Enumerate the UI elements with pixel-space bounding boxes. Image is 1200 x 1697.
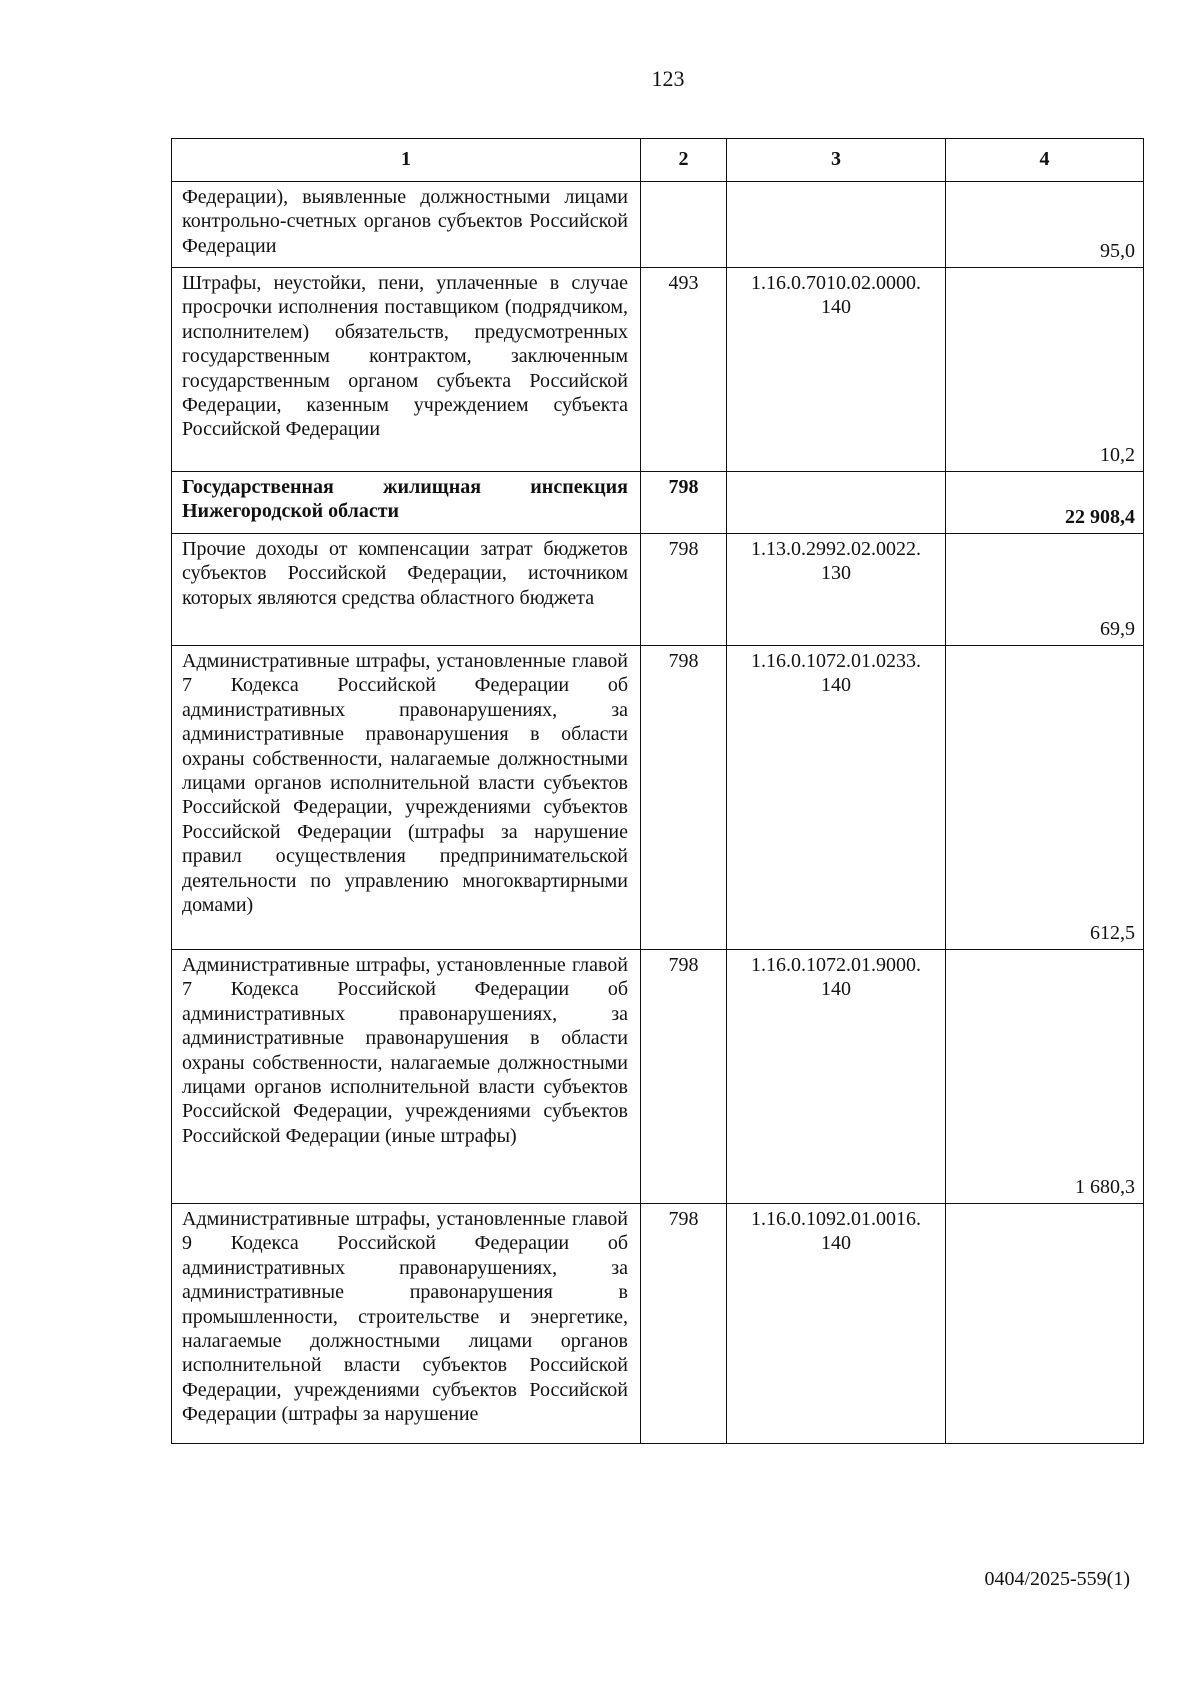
table-row — [172, 1204, 1144, 1444]
row-budget-code: 1.16.0.1092.01.0016. 140 — [727, 1204, 946, 1444]
row-budget-code: 1.13.0.2992.02.0022. 130 — [727, 534, 946, 646]
column-header-2: 2 — [641, 139, 727, 182]
column-header-1: 1 — [172, 139, 641, 182]
column-header-4: 4 — [946, 139, 1144, 182]
row-budget-code: 1.16.0.7010.02.0000. 140 — [727, 268, 946, 472]
row-admin-code: 798 — [641, 1204, 727, 1444]
row-admin-code: 493 — [641, 268, 727, 472]
table-row — [172, 268, 1144, 472]
row-admin-code: 798 — [641, 950, 727, 1204]
header-row — [172, 139, 1144, 182]
row-budget-code: 1.16.0.1072.01.0233. 140 — [727, 646, 946, 950]
row-amount: 612,5 — [946, 646, 1144, 950]
table-row — [172, 472, 1144, 534]
row-description: Федерации), выявленные должностными лицами контрольно-счетных органов субъектов Российской Федерации — [172, 182, 641, 268]
row-admin-code: 798 — [641, 534, 727, 646]
row-budget-code: 1.16.0.1072.01.9000. 140 — [727, 950, 946, 1204]
column-header-3: 3 — [727, 139, 946, 182]
row-amount: 69,9 — [946, 534, 1144, 646]
row-description: Административные штрафы, установленные главой 9 Кодекса Российской Федерации об административных правонарушениях, за административные правонарушения в промышленности, строительстве и энергетике, налагаемые должностными лицами органов исполнительной власти субъектов Российской Федерации, учреждениями субъектов Российской Федерации (штрафы за нарушение — [172, 1204, 641, 1444]
row-admin-code: 798 — [641, 646, 727, 950]
row-amount: 1 680,3 — [946, 950, 1144, 1204]
row-description: Государственная жилищная инспекция Нижегородской области — [172, 472, 641, 534]
document-id: 0404/2025-559(1) — [984, 1568, 1130, 1590]
row-description: Прочие доходы от компенсации затрат бюджетов субъектов Российской Федерации, источником которых являются средства областного бюджета — [172, 534, 641, 646]
row-amount: 95,0 — [946, 182, 1144, 268]
page-number: 123 — [651, 66, 685, 91]
table-row — [172, 950, 1144, 1204]
row-amount — [946, 1204, 1144, 1444]
row-description: Административные штрафы, установленные главой 7 Кодекса Российской Федерации об административных правонарушениях, за административные правонарушения в области охраны собственности, налагаемые должностными лицами органов исполнительной власти субъектов Российской Федерации, учреждениями субъектов Российской Федерации (штрафы за нарушение правил осуществления предпринимательской деятельности по управлению многоквартирными домами) — [172, 646, 641, 950]
row-description: Административные штрафы, установленные главой 7 Кодекса Российской Федерации об административных правонарушениях, за административные правонарушения в области охраны собственности, налагаемые должностными лицами органов исполнительной власти субъектов Российской Федерации, учреждениями субъектов Российской Федерации (иные штрафы) — [172, 950, 641, 1204]
row-amount: 22 908,4 — [946, 472, 1144, 534]
table-body — [172, 182, 1144, 1444]
revenue-table — [171, 138, 1144, 1444]
table-row — [172, 646, 1144, 950]
table-row — [172, 182, 1144, 268]
row-admin-code: 798 — [641, 472, 727, 534]
row-admin-code — [641, 182, 727, 268]
row-budget-code — [727, 182, 946, 268]
row-budget-code — [727, 472, 946, 534]
table-row — [172, 534, 1144, 646]
row-amount: 10,2 — [946, 268, 1144, 472]
row-description: Штрафы, неустойки, пени, уплаченные в случае просрочки исполнения поставщиком (подрядчиком, исполнителем) обязательств, предусмотренных государственным контрактом, заключенным государственным органом субъекта Российской Федерации, казенным учреждением субъекта Российской Федерации — [172, 268, 641, 472]
